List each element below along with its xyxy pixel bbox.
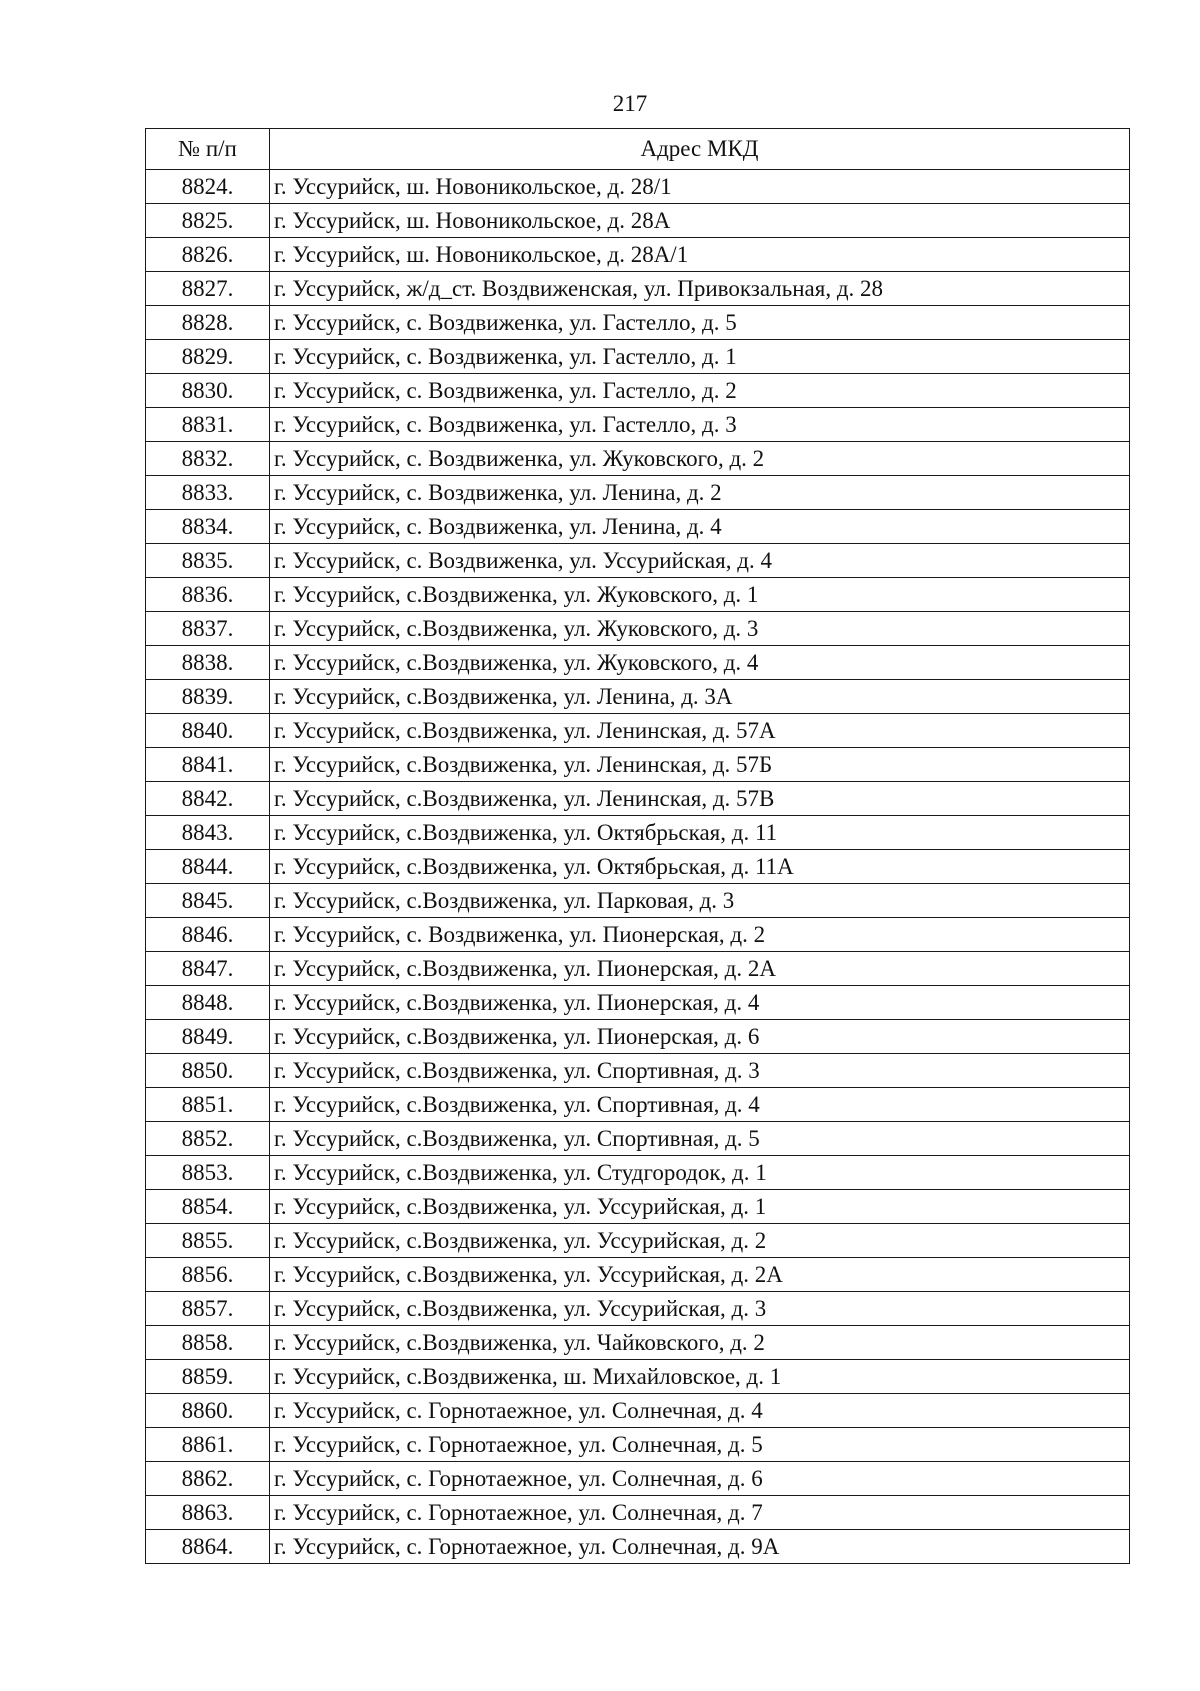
row-address: г. Уссурийск, с. Воздвиженка, ул. Ленина, д. 2 <box>270 476 1130 510</box>
table-row <box>146 612 1130 646</box>
row-number: 8842. <box>146 782 270 816</box>
table-row <box>146 850 1130 884</box>
row-address: г. Уссурийск, с.Воздвиженка, ул. Ленинская, д. 57В <box>270 782 1130 816</box>
table-row <box>146 238 1130 272</box>
table-row <box>146 1496 1130 1530</box>
row-address: г. Уссурийск, с. Воздвиженка, ул. Гастелло, д. 3 <box>270 408 1130 442</box>
row-number: 8824. <box>146 170 270 204</box>
row-address: г. Уссурийск, с. Воздвиженка, ул. Гастелло, д. 1 <box>270 340 1130 374</box>
table-row <box>146 374 1130 408</box>
table-row <box>146 1428 1130 1462</box>
row-number: 8835. <box>146 544 270 578</box>
row-number: 8851. <box>146 1088 270 1122</box>
row-address: г. Уссурийск, с.Воздвиженка, ул. Уссурийская, д. 2 <box>270 1224 1130 1258</box>
table-row <box>146 1190 1130 1224</box>
row-address: г. Уссурийск, с.Воздвиженка, ул. Ленинская, д. 57А <box>270 714 1130 748</box>
row-number: 8841. <box>146 748 270 782</box>
row-address: г. Уссурийск, с.Воздвиженка, ул. Пионерская, д. 2А <box>270 952 1130 986</box>
row-address: г. Уссурийск, с.Воздвиженка, ул. Уссурийская, д. 2А <box>270 1258 1130 1292</box>
row-number: 8852. <box>146 1122 270 1156</box>
table-row <box>146 1054 1130 1088</box>
table-row <box>146 544 1130 578</box>
row-address: г. Уссурийск, с.Воздвиженка, ул. Октябрьская, д. 11А <box>270 850 1130 884</box>
row-number: 8861. <box>146 1428 270 1462</box>
row-address: г. Уссурийск, с. Горнотаежное, ул. Солнечная, д. 7 <box>270 1496 1130 1530</box>
row-number: 8838. <box>146 646 270 680</box>
table-row <box>146 986 1130 1020</box>
row-address: г. Уссурийск, с. Воздвиженка, ул. Ленина, д. 4 <box>270 510 1130 544</box>
table-row <box>146 918 1130 952</box>
row-number: 8846. <box>146 918 270 952</box>
table-row <box>146 340 1130 374</box>
table-row <box>146 1530 1130 1564</box>
row-number: 8856. <box>146 1258 270 1292</box>
table-row <box>146 1156 1130 1190</box>
table-row <box>146 952 1130 986</box>
row-number: 8833. <box>146 476 270 510</box>
row-number: 8845. <box>146 884 270 918</box>
row-address: г. Уссурийск, с.Воздвиженка, ул. Спортивная, д. 5 <box>270 1122 1130 1156</box>
header-address: Адрес МКД <box>270 129 1130 170</box>
table-row <box>146 884 1130 918</box>
row-address: г. Уссурийск, с.Воздвиженка, ул. Жуковского, д. 1 <box>270 578 1130 612</box>
table-row <box>146 1394 1130 1428</box>
row-address: г. Уссурийск, с. Воздвиженка, ул. Гастелло, д. 2 <box>270 374 1130 408</box>
row-address: г. Уссурийск, с.Воздвиженка, ул. Октябрьская, д. 11 <box>270 816 1130 850</box>
row-number: 8837. <box>146 612 270 646</box>
row-number: 8847. <box>146 952 270 986</box>
row-address: г. Уссурийск, с. Воздвиженка, ул. Гастелло, д. 5 <box>270 306 1130 340</box>
row-address: г. Уссурийск, с. Воздвиженка, ул. Жуковского, д. 2 <box>270 442 1130 476</box>
row-number: 8828. <box>146 306 270 340</box>
table-row <box>146 1224 1130 1258</box>
row-number: 8864. <box>146 1530 270 1564</box>
table-row <box>146 272 1130 306</box>
table-row <box>146 476 1130 510</box>
row-number: 8830. <box>146 374 270 408</box>
row-number: 8858. <box>146 1326 270 1360</box>
row-address: г. Уссурийск, с.Воздвиженка, ул. Жуковского, д. 4 <box>270 646 1130 680</box>
row-number: 8829. <box>146 340 270 374</box>
row-address: г. Уссурийск, ш. Новоникольское, д. 28/1 <box>270 170 1130 204</box>
row-number: 8832. <box>146 442 270 476</box>
row-address: г. Уссурийск, ш. Новоникольское, д. 28А <box>270 204 1130 238</box>
table-row <box>146 1122 1130 1156</box>
table-row <box>146 306 1130 340</box>
header-number: № п/п <box>146 129 270 170</box>
row-number: 8855. <box>146 1224 270 1258</box>
row-number: 8853. <box>146 1156 270 1190</box>
row-number: 8863. <box>146 1496 270 1530</box>
row-number: 8825. <box>146 204 270 238</box>
row-address: г. Уссурийск, с.Воздвиженка, ул. Спортивная, д. 4 <box>270 1088 1130 1122</box>
table-row <box>146 204 1130 238</box>
row-number: 8831. <box>146 408 270 442</box>
table-row <box>146 578 1130 612</box>
row-number: 8844. <box>146 850 270 884</box>
table-row <box>146 1258 1130 1292</box>
row-number: 8857. <box>146 1292 270 1326</box>
row-address: г. Уссурийск, с.Воздвиженка, ул. Пионерская, д. 4 <box>270 986 1130 1020</box>
table-header-row <box>146 129 1130 170</box>
row-address: г. Уссурийск, с.Воздвиженка, ул. Ленинская, д. 57Б <box>270 748 1130 782</box>
table-row <box>146 170 1130 204</box>
row-number: 8859. <box>146 1360 270 1394</box>
table-row <box>146 408 1130 442</box>
row-address: г. Уссурийск, с. Воздвиженка, ул. Пионерская, д. 2 <box>270 918 1130 952</box>
table-row <box>146 1020 1130 1054</box>
row-address: г. Уссурийск, с.Воздвиженка, ш. Михайловское, д. 1 <box>270 1360 1130 1394</box>
table-row <box>146 510 1130 544</box>
row-number: 8827. <box>146 272 270 306</box>
row-number: 8839. <box>146 680 270 714</box>
row-address: г. Уссурийск, с.Воздвиженка, ул. Парковая, д. 3 <box>270 884 1130 918</box>
table-row <box>146 1088 1130 1122</box>
address-table <box>145 128 1130 1564</box>
row-number: 8849. <box>146 1020 270 1054</box>
row-address: г. Уссурийск, с.Воздвиженка, ул. Ленина, д. 3А <box>270 680 1130 714</box>
table-row <box>146 714 1130 748</box>
table-row <box>146 1360 1130 1394</box>
page-number: 217 <box>612 91 648 116</box>
row-address: г. Уссурийск, с.Воздвиженка, ул. Пионерская, д. 6 <box>270 1020 1130 1054</box>
table-row <box>146 646 1130 680</box>
row-address: г. Уссурийск, с. Горнотаежное, ул. Солнечная, д. 4 <box>270 1394 1130 1428</box>
row-number: 8834. <box>146 510 270 544</box>
table-row <box>146 1462 1130 1496</box>
row-address: г. Уссурийск, с.Воздвиженка, ул. Жуковского, д. 3 <box>270 612 1130 646</box>
row-address: г. Уссурийск, с.Воздвиженка, ул. Спортивная, д. 3 <box>270 1054 1130 1088</box>
row-number: 8850. <box>146 1054 270 1088</box>
table-row <box>146 1326 1130 1360</box>
table-row <box>146 782 1130 816</box>
row-address: г. Уссурийск, с. Воздвиженка, ул. Уссурийская, д. 4 <box>270 544 1130 578</box>
row-address: г. Уссурийск, с. Горнотаежное, ул. Солнечная, д. 5 <box>270 1428 1130 1462</box>
row-number: 8836. <box>146 578 270 612</box>
row-address: г. Уссурийск, с.Воздвиженка, ул. Чайковского, д. 2 <box>270 1326 1130 1360</box>
row-address: г. Уссурийск, с.Воздвиженка, ул. Уссурийская, д. 1 <box>270 1190 1130 1224</box>
table-row <box>146 816 1130 850</box>
table-row <box>146 442 1130 476</box>
row-address: г. Уссурийск, с.Воздвиженка, ул. Уссурийская, д. 3 <box>270 1292 1130 1326</box>
row-address: г. Уссурийск, с. Горнотаежное, ул. Солнечная, д. 9А <box>270 1530 1130 1564</box>
row-number: 8854. <box>146 1190 270 1224</box>
row-number: 8862. <box>146 1462 270 1496</box>
row-number: 8843. <box>146 816 270 850</box>
table-row <box>146 680 1130 714</box>
row-address: г. Уссурийск, ж/д_ст. Воздвиженская, ул. Привокзальная, д. 28 <box>270 272 1130 306</box>
row-number: 8848. <box>146 986 270 1020</box>
row-address: г. Уссурийск, с. Горнотаежное, ул. Солнечная, д. 6 <box>270 1462 1130 1496</box>
row-address: г. Уссурийск, ш. Новоникольское, д. 28А/1 <box>270 238 1130 272</box>
row-address: г. Уссурийск, с.Воздвиженка, ул. Студгородок, д. 1 <box>270 1156 1130 1190</box>
row-number: 8860. <box>146 1394 270 1428</box>
row-number: 8840. <box>146 714 270 748</box>
table-row <box>146 748 1130 782</box>
table-row <box>146 1292 1130 1326</box>
row-number: 8826. <box>146 238 270 272</box>
